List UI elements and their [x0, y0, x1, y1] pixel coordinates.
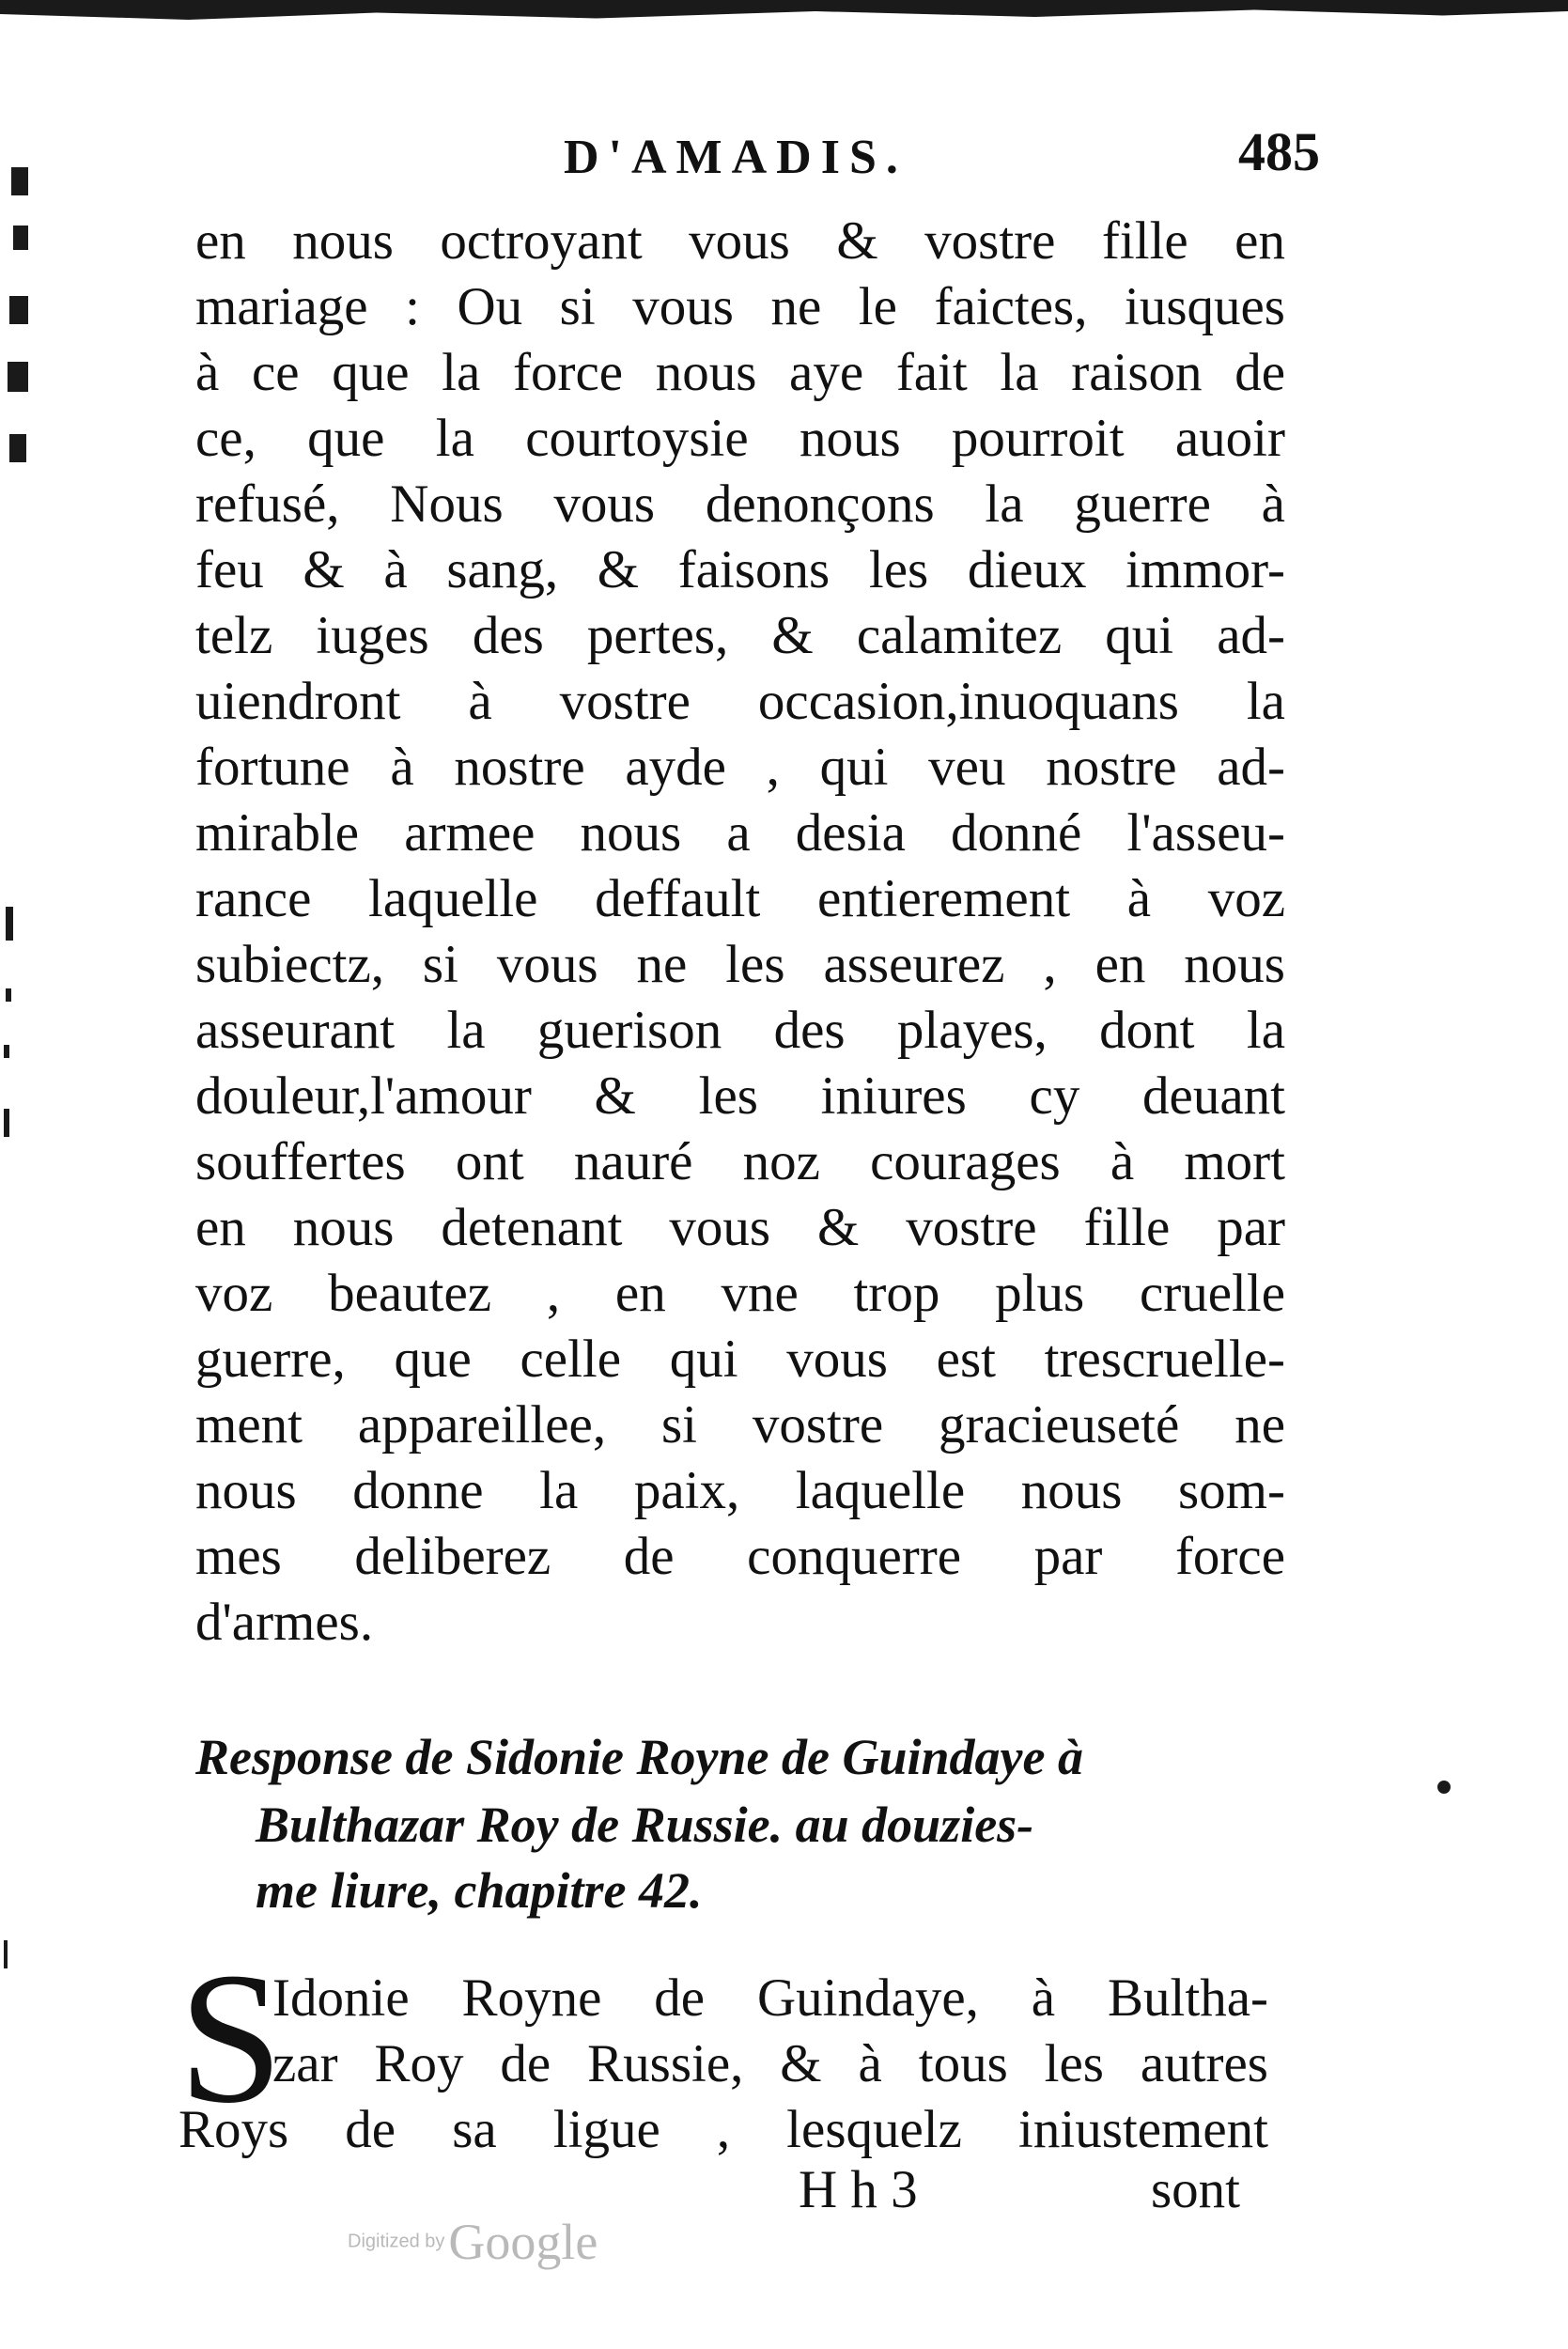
text-line: en nous detenant vous & vostre fille par	[195, 1198, 1285, 1257]
scan-top-edge	[0, 0, 1568, 28]
text-line: mariage : Ou si vous ne le faictes, iusques	[195, 277, 1285, 336]
heading-line: Response de Sidonie Royne de Guindaye à	[195, 1729, 1083, 1785]
margin-mark	[6, 907, 13, 941]
text-line: uiendront à vostre occasion,inuoquans la	[195, 672, 1285, 731]
text-line: mes deliberez de conquerre par force	[195, 1527, 1285, 1586]
text-line: feu & à sang, & faisons les dieux immor-	[195, 540, 1285, 599]
margin-mark	[4, 1045, 9, 1058]
margin-mark	[8, 362, 28, 392]
text-line: asseurant la guerison des playes, dont la	[195, 1001, 1285, 1060]
margin-mark	[13, 226, 28, 250]
margin-mark	[9, 434, 26, 462]
text-line: nous donne la paix, laquelle nous som-	[195, 1461, 1285, 1520]
text-line: fortune à nostre ayde , qui veu nostre ad-	[195, 738, 1285, 797]
text-line: à ce que la force nous aye fait la raison de	[195, 343, 1285, 402]
text-line: rance laquelle deffault entierement à voz	[195, 869, 1285, 928]
text-line: mirable armee nous a desia donné l'asseu-	[195, 803, 1285, 863]
signature-mark: H h 3	[799, 2160, 918, 2219]
watermark-brand: Google	[448, 2214, 598, 2270]
margin-mark	[1437, 1781, 1451, 1794]
catchword: sont	[1151, 2160, 1241, 2219]
text-line: refusé, Nous vous denonçons la guerre à	[195, 474, 1285, 534]
text-line: Idonie Royne de Guindaye, à Bultha-	[272, 1968, 1268, 2028]
drop-cap: S	[179, 1935, 284, 2142]
text-line: zar Roy de Russie, & à tous les autres	[272, 2034, 1268, 2093]
heading-line: Bulthazar Roy de Russie. au douzies-	[256, 1797, 1034, 1853]
margin-mark	[4, 1940, 8, 1968]
text-line: guerre, que celle qui vous est trescruelle-	[195, 1330, 1285, 1389]
text-line: Roys de sa ligue , lesquelz iniustement	[179, 2100, 1268, 2159]
page-number: 485	[1238, 121, 1320, 182]
text-line: souffertes ont nauré noz courages à mort	[195, 1132, 1285, 1191]
text-line: telz iuges des pertes, & calamitez qui ad-	[195, 606, 1285, 665]
digitized-watermark	[348, 2213, 598, 2271]
margin-mark	[11, 167, 28, 195]
watermark-prefix: Digitized by	[348, 2231, 445, 2252]
text-line: douleur,l'amour & les iniures cy deuant	[195, 1066, 1285, 1126]
text-line: ment appareillee, si vostre gracieuseté ne	[195, 1395, 1285, 1455]
text-line: en nous octroyant vous & vostre fille en	[195, 211, 1285, 271]
margin-mark	[9, 296, 28, 324]
text-line: d'armes.	[195, 1593, 374, 1652]
running-title: D'AMADIS.	[564, 131, 908, 184]
heading-line: me liure, chapitre 42.	[256, 1862, 703, 1919]
text-line: voz beautez , en vne trop plus cruelle	[195, 1264, 1285, 1323]
text-line: ce, que la courtoysie nous pourroit auoir	[195, 409, 1285, 468]
margin-mark	[4, 1109, 9, 1137]
text-line: subiectz, si vous ne les asseurez , en nous	[195, 935, 1285, 994]
margin-mark	[6, 988, 11, 1002]
